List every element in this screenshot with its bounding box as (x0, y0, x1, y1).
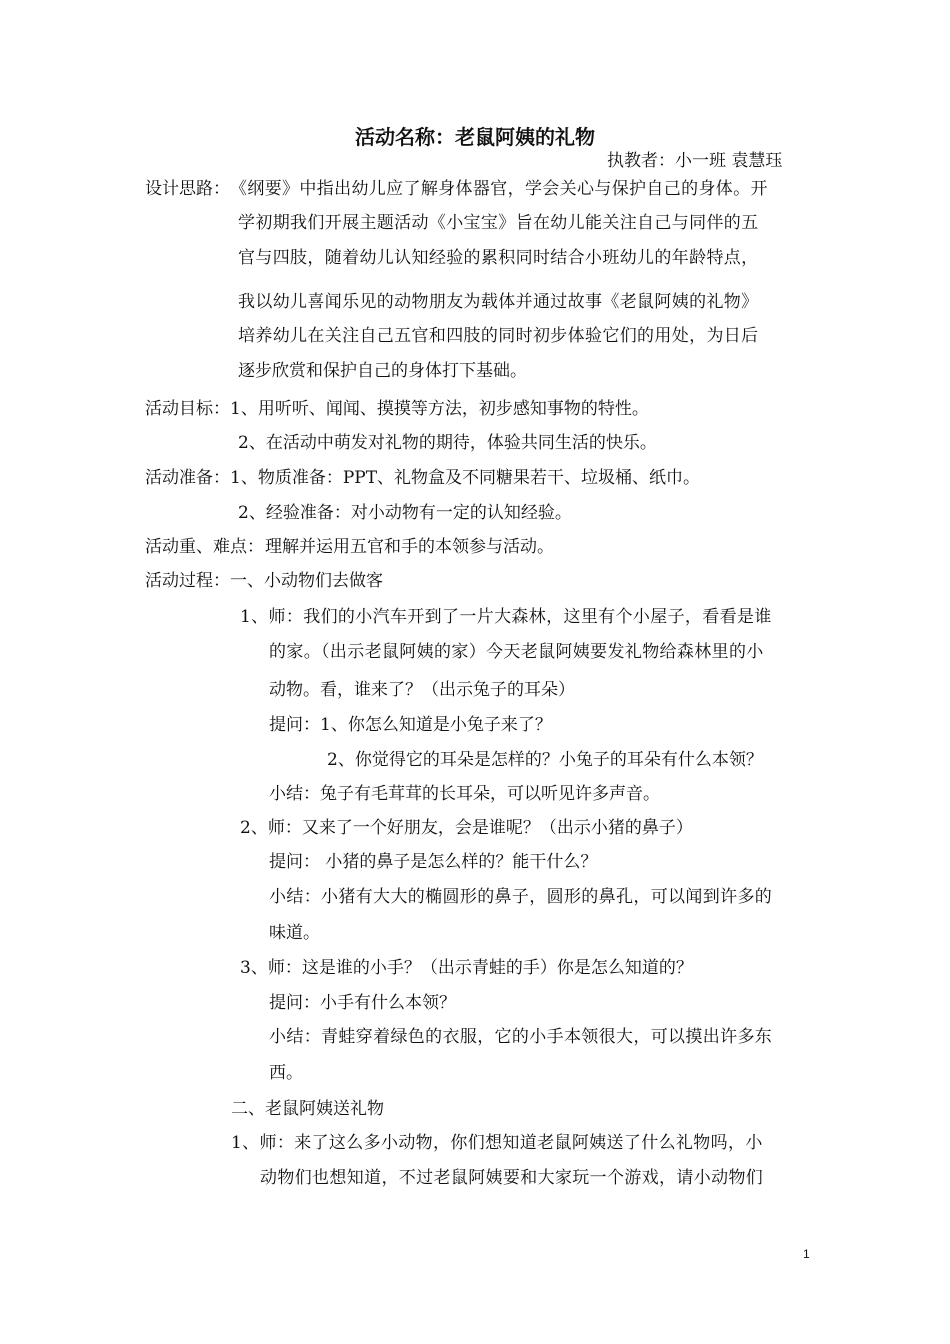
prep-label: 活动准备： (145, 468, 230, 488)
goals-label: 活动目标： (145, 399, 230, 419)
activity-title: 活动名称：老鼠阿姨的礼物 (355, 125, 595, 149)
design-line-2: 学初期我们开展主题活动《小宝宝》旨在幼儿能关注自己与同伴的五 (238, 213, 759, 233)
step1-line-2: 的家。（出示老鼠阿姨的家）今天老鼠阿姨要发礼物给森林里的小 (269, 642, 764, 662)
step3-summary-line-2: 西。 (269, 1063, 303, 1083)
step3-question: 提问：小手有什么本领？ (269, 993, 456, 1013)
author-line: 执教者：小一班 袁慧珏 (607, 151, 783, 171)
step2-question: 提问： 小猪的鼻子是怎么样的？能干什么？ (269, 852, 598, 872)
step1-question-1: 提问：1、你怎么知道是小兔子来了？ (269, 715, 552, 735)
step2-summary-line-1: 小结：小猪有大大的椭圆形的鼻子，圆形的鼻孔，可以闻到许多的 (269, 887, 773, 907)
page-number: 1 (803, 1247, 810, 1261)
design-line-5: 培养幼儿在关注自己五官和四肢的同时初步体验它们的用处，为日后 (238, 326, 759, 346)
design-line-3: 官与四肢，随着幼儿认知经验的累积同时结合小班幼儿的年龄特点， (238, 248, 759, 268)
design-line-4: 我以幼儿喜闻乐见的动物朋友为载体并通过故事《老鼠阿姨的礼物》 (238, 292, 759, 312)
step1-summary: 小结：兔子有毛茸茸的长耳朵，可以听见许多声音。 (269, 784, 660, 804)
step1-line-1: 1、师：我们的小汽车开到了一片大森林，这里有个小屋子，看看是谁 (240, 607, 772, 627)
part2-step1-line-1: 1、师：来了这么多小动物，你们想知道老鼠阿姨送了什么礼物吗，小 (231, 1133, 763, 1153)
design-line-1: 《纲要》中指出幼儿应了解身体器官，学会关心与保护自己的身体。开 (230, 179, 768, 199)
keypoints-label: 活动重、难点： (145, 537, 264, 557)
prep-item-1: 1、物质准备：PPT、礼物盒及不同糖果若干、垃圾桶、纸巾。 (230, 468, 701, 488)
step3-summary-line-1: 小结：青蛙穿着绿色的衣服，它的小手本领很大，可以摸出许多东 (269, 1027, 773, 1047)
keypoints-text: 理解并运用五官和手的本领参与活动。 (265, 537, 554, 557)
design-line-6: 逐步欣赏和保护自己的身体打下基础。 (238, 361, 527, 381)
step1-question-2: 2、你觉得它的耳朵是怎样的？小兔子的耳朵有什么本领？ (327, 750, 763, 770)
goal-item-1: 1、用听听、闻闻、摸摸等方法，初步感知事物的特性。 (230, 399, 649, 419)
process-label: 活动过程： (145, 571, 230, 591)
goal-item-2: 2、在活动中萌发对礼物的期待，体验共同生活的快乐。 (238, 433, 657, 453)
step2-line: 2、师：又来了一个好朋友，会是谁呢？（出示小猪的鼻子） (240, 818, 693, 838)
part2-step1-line-2: 动物们也想知道，不过老鼠阿姨要和大家玩一个游戏，请小动物们 (260, 1168, 764, 1188)
part2-title: 二、老鼠阿姨送礼物 (231, 1099, 384, 1119)
prep-item-2: 2、经验准备：对小动物有一定的认知经验。 (238, 503, 572, 523)
step2-summary-line-2: 味道。 (269, 923, 320, 943)
design-label: 设计思路： (145, 179, 230, 199)
step1-line-3: 动物。看，谁来了？（出示兔子的耳朵） (269, 680, 575, 700)
part1-title: 一、小动物们去做客 (230, 571, 383, 591)
step3-line: 3、师：这是谁的小手？（出示青蛙的手）你是怎么知道的？ (240, 958, 693, 978)
